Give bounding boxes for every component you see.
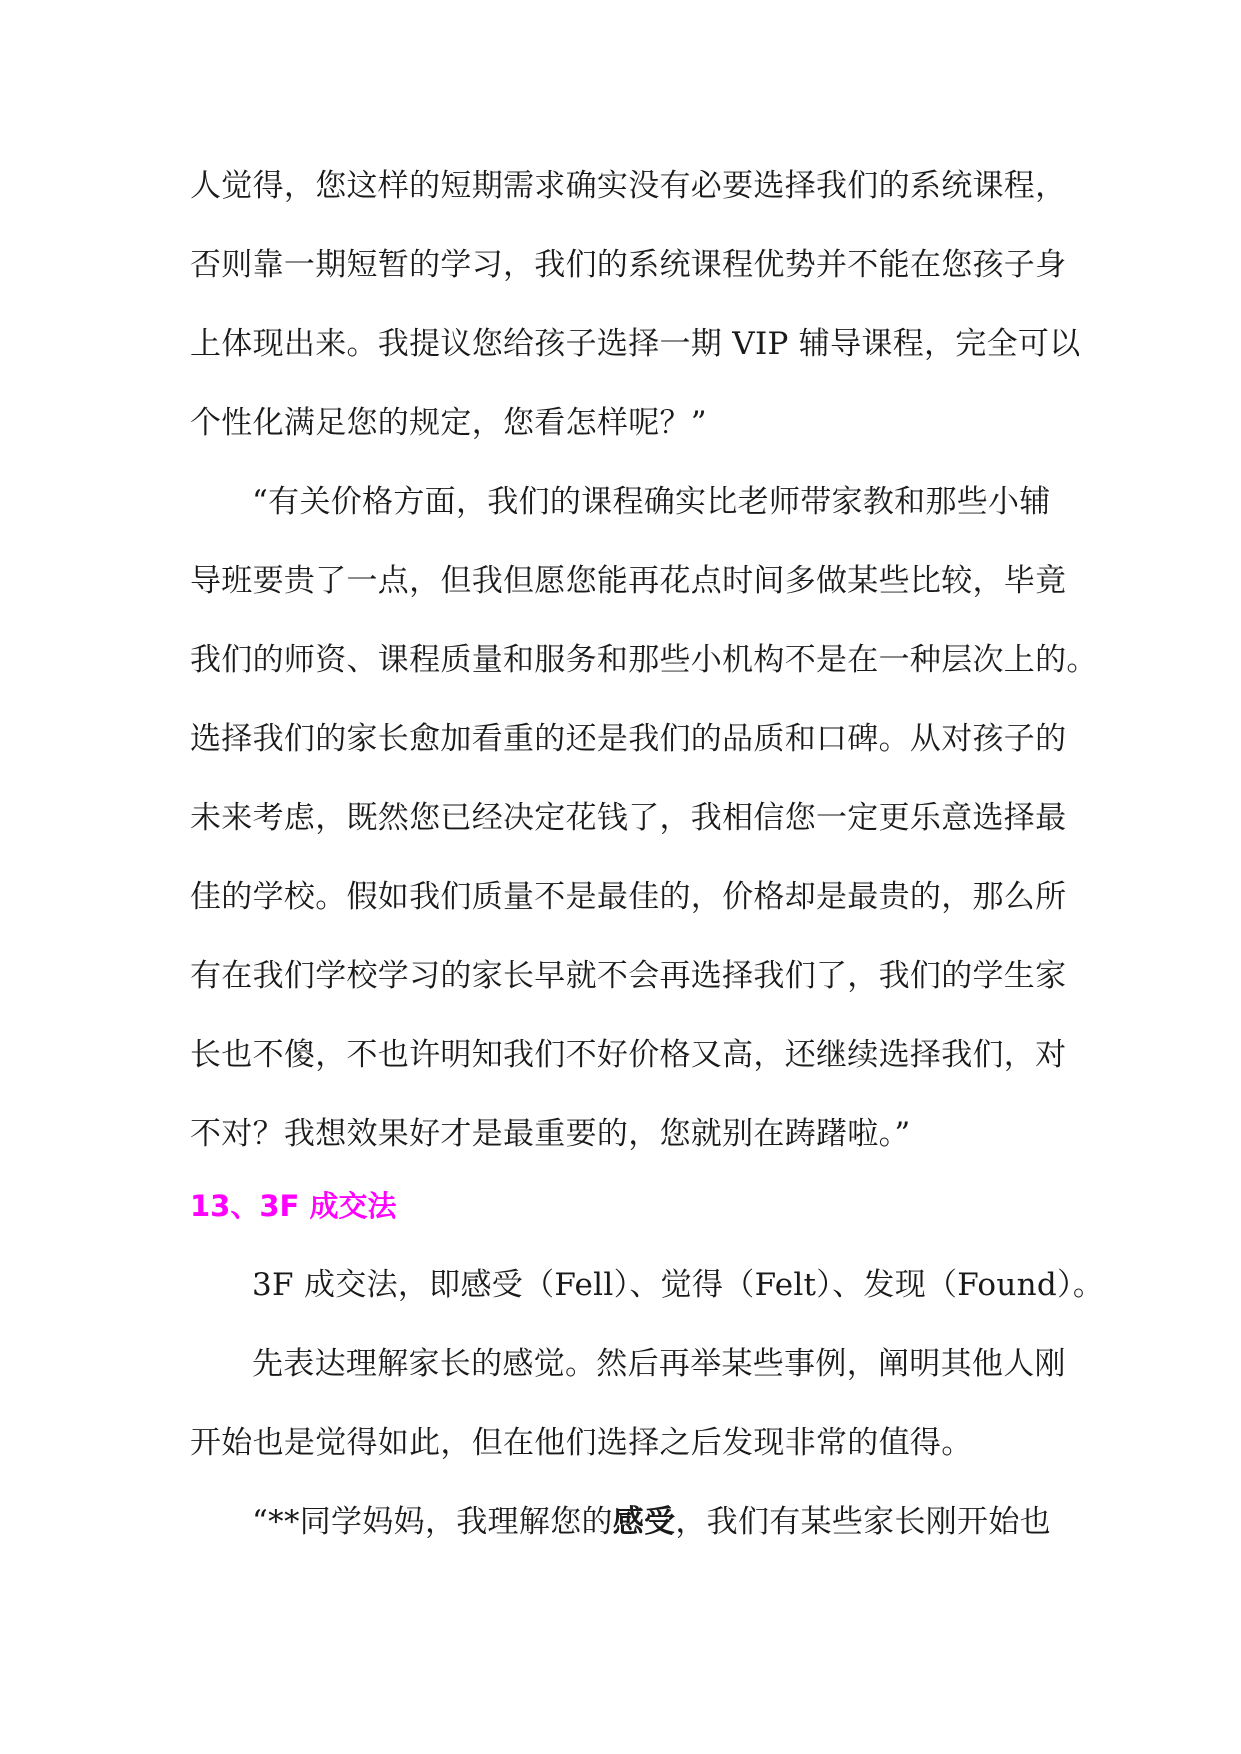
paragraph-line: 不对？我想效果好才是最重要的，您就别在踌躇啦。” xyxy=(190,1116,911,1152)
paragraph-line: 长也不傻，不也许明知我们不好价格又高，还继续选择我们，对 xyxy=(190,1037,1067,1073)
paragraph-line: 人觉得，您这样的短期需求确实没有必要选择我们的系统课程， xyxy=(190,168,1067,204)
paragraph-line: 个性化满足您的规定，您看怎样呢？” xyxy=(190,405,707,441)
paragraph-line: 我们的师资、课程质量和服务和那些小机构不是在一种层次上的。 xyxy=(190,642,1098,678)
section-heading: 13、3F 成交法 xyxy=(190,1189,397,1223)
emphasized-word: 感受 xyxy=(612,1504,676,1540)
paragraph-line-last xyxy=(252,1502,1051,1542)
paragraph-line: 导班要贵了一点，但我但愿您能再花点时间多做某些比较，毕竟 xyxy=(190,563,1067,599)
paragraph-line: 开始也是觉得如此，但在他们选择之后发现非常的值得。 xyxy=(190,1425,973,1461)
paragraph-line: 有在我们学校学习的家长早就不会再选择我们了，我们的学生家 xyxy=(190,958,1067,994)
paragraph-line: 选择我们的家长愈加看重的还是我们的品质和口碑。从对孩子的 xyxy=(190,721,1067,757)
paragraph-line: “有关价格方面，我们的课程确实比老师带家教和那些小辅 xyxy=(252,484,1051,520)
paragraph-line: 佳的学校。假如我们质量不是最佳的，价格却是最贵的，那么所 xyxy=(190,879,1067,915)
paragraph-line: 上体现出来。我提议您给孩子选择一期 VIP 辅导课程，完全可以 xyxy=(190,326,1081,362)
paragraph-line: 未来考虑，既然您已经决定花钱了，我相信您一定更乐意选择最 xyxy=(190,800,1067,836)
paragraph-line: 否则靠一期短暂的学习，我们的系统课程优势并不能在您孩子身 xyxy=(190,247,1067,283)
quote-text-after: ，我们有某些家长刚开始也 xyxy=(675,1504,1051,1540)
quote-text-before: “**同学妈妈，我理解您的 xyxy=(252,1504,613,1540)
paragraph-line: 先表达理解家长的感觉。然后再举某些事例，阐明其他人刚 xyxy=(252,1346,1066,1382)
paragraph-line: 3F 成交法，即感受（Fell）、觉得（Felt）、发现（Found）。 xyxy=(252,1267,1105,1303)
